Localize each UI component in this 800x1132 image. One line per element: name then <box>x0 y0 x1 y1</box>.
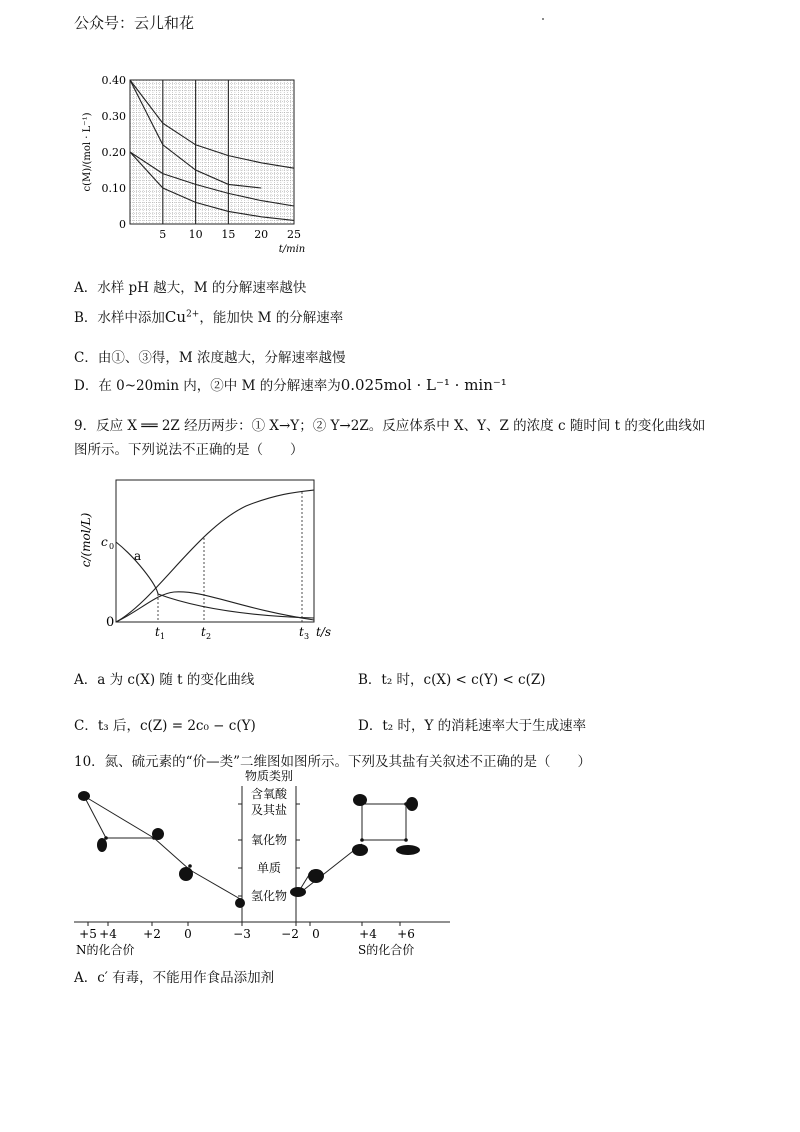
q8-xtick: 20 <box>254 228 269 241</box>
q10-option-a[interactable]: A．c′ 有毒，不能用作食品添加剂 <box>74 970 275 986</box>
q9-stem-line2: 图所示。下列说法不正确的是（ ） <box>74 442 304 458</box>
q9-curve-z <box>116 490 314 622</box>
q10-category-title: 物质类别 <box>244 770 294 783</box>
q9-curve-y <box>116 592 314 622</box>
q9-option-a[interactable]: A．a 为 c(X) 随 t 的变化曲线 <box>74 672 255 688</box>
q10-s-tick: 0 <box>312 927 320 941</box>
q9-origin-label: 0 <box>106 615 115 630</box>
q9-option-d[interactable]: D．t₂ 时，Y 的消耗速率大于生成速率 <box>358 718 587 734</box>
q10-ink-blob-8 <box>352 844 368 856</box>
q9-c0-label: c <box>101 535 108 549</box>
q9-option-b[interactable]: B．t₂ 时，c(X) < c(Y) < c(Z) <box>358 672 546 688</box>
q10-s-box <box>362 804 406 840</box>
q10-drawing <box>74 770 450 957</box>
q8-xtick: 25 <box>287 228 301 241</box>
q9-xmark-t2: t <box>201 625 206 639</box>
q10-n-tick: −3 <box>233 927 251 941</box>
q9-xlabel: t/s <box>316 625 332 639</box>
q10-cat-oxide: 氧化物 <box>250 833 288 847</box>
q10-point <box>360 838 364 842</box>
q10-ink-blob-6 <box>290 887 306 897</box>
q9-option-c[interactable]: C．t₃ 后，c(Z) = 2c₀ − c(Y) <box>74 718 256 734</box>
q9-drawing <box>79 480 331 641</box>
q10-n-link <box>190 870 242 900</box>
q9-curve-a-label: a <box>134 549 142 563</box>
stray-dot <box>542 18 544 20</box>
q10-cat-salts: 及其盐 <box>250 803 288 817</box>
q10-s-link <box>296 844 362 896</box>
q8-xtick: 5 <box>159 228 167 241</box>
q8-option-b-post: ，能加快 M 的分解速率 <box>199 310 344 326</box>
q8-ylabel: c(M)/(mol · L⁻¹) <box>82 112 93 192</box>
q10-n-tick: +4 <box>99 927 117 941</box>
q10-cat-hydride: 氢化物 <box>250 889 288 903</box>
q8-series <box>130 80 294 220</box>
q10-point <box>404 838 408 842</box>
q8-ytick: 0.40 <box>101 74 126 87</box>
q10-n-link <box>154 838 190 870</box>
q8-option-d-pre: D．在 0~20min 内，②中 M 的分解速率为 <box>74 378 341 394</box>
q9-xmark-t3: t <box>299 625 304 639</box>
q10-ink-blob-1 <box>78 791 90 801</box>
q9-stem <box>74 414 734 462</box>
q8-option-c[interactable]: C．由①、③得，M 浓度越大，分解速率越慢 <box>74 350 346 366</box>
q8-option-b-pre: B．水样中添加 <box>74 310 165 326</box>
q8-xtick: 10 <box>188 228 203 241</box>
q8-xlabel: t/min <box>278 244 306 255</box>
q10-cat-oxyacid: 含氧酸 <box>250 787 288 801</box>
q10-s-tick: +6 <box>397 927 415 941</box>
q10-s-axis-label: S的化合价 <box>358 943 415 957</box>
q10-n-tick: +5 <box>79 927 97 941</box>
q9-xmark-subscript: 2 <box>206 632 212 641</box>
q10-valence-class-diagram <box>70 770 460 962</box>
q10-ink-blob-4 <box>179 867 193 881</box>
q10-point <box>152 836 156 840</box>
q9-stem-line1: 9．反应 X ══ 2Z 经历两步：① X→Y；② Y→2Z。反应体系中 X、Y、Z 的浓度 c 随时间 t 的变化曲线如 <box>74 418 706 434</box>
q8-ytick: 0.30 <box>101 110 126 123</box>
q10-ink-blob-9 <box>353 794 367 806</box>
q8-ytick: 0 <box>119 218 126 231</box>
q8-option-a[interactable]: A．水样 pH 越大，M 的分解速率越快 <box>74 280 307 296</box>
q8-ytick: 0.10 <box>101 182 126 195</box>
q8-option-d[interactable] <box>74 374 507 394</box>
q8-ytick: 0.20 <box>101 146 126 159</box>
q10-point <box>188 864 192 868</box>
q8-option-b-charge: 2+ <box>186 309 200 320</box>
q10-ink-blob-2 <box>97 838 107 852</box>
q8-option-b[interactable] <box>74 306 343 326</box>
q9-curve-x <box>116 542 314 618</box>
q8-xtick: 15 <box>221 228 236 241</box>
q8-option-b-ion: Cu <box>164 308 187 326</box>
q10-stem: 10．氮、硫元素的“价—类”二维图如图所示。下列及其盐有关叙述不正确的是（ ） <box>74 754 591 770</box>
q10-ink-blob-11 <box>396 845 420 855</box>
q10-ink-blob-7 <box>308 869 324 883</box>
q10-n-tick: +2 <box>143 927 161 941</box>
q8-option-d-value: 0.025mol · L⁻¹ · min⁻¹ <box>340 376 507 394</box>
q9-ylabel: c/(mol/L) <box>79 512 93 568</box>
q9-xmark-subscript: 1 <box>160 632 166 641</box>
q9-concentration-chart <box>72 472 342 644</box>
q10-n-tick: 0 <box>184 927 192 941</box>
q9-c0-subscript: 0 <box>109 542 115 551</box>
q9-xmark-subscript: 3 <box>304 632 310 641</box>
q10-ink-blob-5 <box>235 898 245 908</box>
account-header: 公众号：云儿和花 <box>74 14 195 32</box>
q10-cat-element: 单质 <box>256 861 282 875</box>
q10-point <box>104 836 108 840</box>
q8-concentration-chart <box>76 68 306 256</box>
q9-frame <box>116 480 314 622</box>
q10-s-tick: +4 <box>359 927 377 941</box>
q10-point <box>404 802 408 806</box>
q10-s-tick: −2 <box>281 927 299 941</box>
q9-xmark-t1: t <box>155 625 160 639</box>
q10-n-axis-label: N的化合价 <box>76 943 135 957</box>
